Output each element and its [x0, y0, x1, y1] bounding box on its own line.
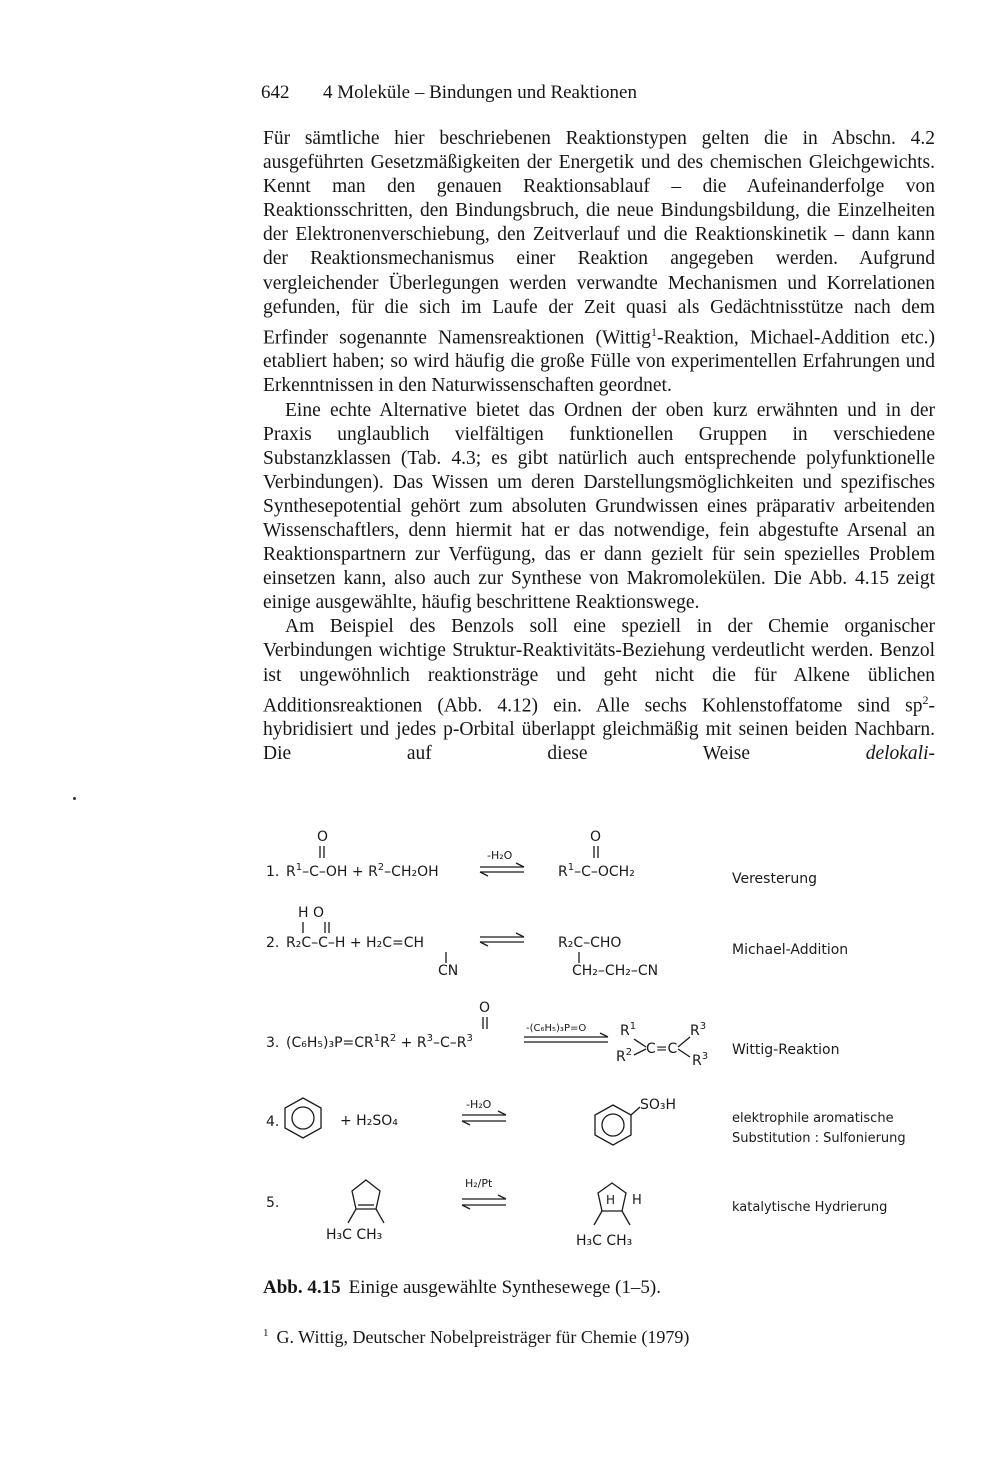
reaction-3 — [266, 1000, 839, 1069]
svg-text:O: O — [590, 829, 602, 845]
svg-text:H: H — [606, 1193, 616, 1207]
superscript: 2 — [922, 692, 929, 707]
footnote — [263, 1327, 689, 1348]
svg-text:CH₂–CH₂–CN: CH₂–CH₂–CN — [572, 963, 659, 979]
running-title: 4 Moleküle – Bindungen und Reaktionen — [323, 82, 637, 103]
reagent: H₂/Pt — [465, 1177, 493, 1190]
page-number: 642 — [261, 82, 290, 103]
reagent: -H₂O — [487, 849, 513, 862]
figure-reactions — [258, 825, 958, 1265]
paragraph-1 — [263, 127, 935, 399]
reaction-number: 4. — [266, 1114, 280, 1130]
footnote-ref: 1 — [651, 324, 658, 339]
figure-caption — [263, 1277, 661, 1299]
svg-text:R1: $R^1$ — [620, 1021, 637, 1039]
reaction-label: katalytische Hydrierung — [732, 1200, 888, 1215]
svg-text:SO₃H: SO₃H — [640, 1097, 677, 1113]
svg-text:+ H₂SO₄: + H₂SO₄ — [340, 1113, 398, 1129]
svg-text:(C₆H₅)₃P=CR1R2 + R3–C–R3: $(C_6H_5)_3P=CR^1R^2 + R^3-C-R^3$ — [286, 1033, 473, 1051]
benzene-ring — [285, 1098, 321, 1138]
reagent: -H₂O — [466, 1098, 492, 1111]
footnote-text: G. Wittig, Deutscher Nobelpreisträger für Chemie (1979) — [276, 1327, 690, 1347]
p3-italic: delokali- — [865, 743, 935, 765]
reaction-label: elektrophile aromatische — [732, 1111, 894, 1126]
svg-text:R3: $R^3$ — [690, 1021, 707, 1039]
reaction-4 — [266, 1097, 906, 1146]
reaction-number: 1. — [266, 864, 280, 880]
caption-label: Abb. 4.15 — [263, 1277, 341, 1298]
paragraph-3 — [263, 615, 935, 766]
footnote-mark: 1 — [263, 1327, 269, 1339]
svg-text:C=C: C=C — [646, 1041, 678, 1057]
reaction-number: 3. — [266, 1035, 280, 1051]
reaction-number: 2. — [266, 935, 280, 951]
scan-speck — [73, 797, 76, 800]
reaction-label: Michael-Addition — [732, 942, 849, 958]
svg-text:H: H — [632, 1193, 642, 1208]
svg-text:R2: $R^2$ — [616, 1047, 633, 1065]
svg-text:H₃C CH₃: H₃C CH₃ — [326, 1227, 383, 1243]
svg-text:O: O — [317, 829, 329, 845]
svg-text:R₂C–C–H + H₂C=CH: R₂C–C–H + H₂C=CH — [286, 935, 424, 951]
svg-text:CN: CN — [438, 963, 459, 979]
body-text — [263, 127, 935, 766]
svg-text:R₂C–CHO: R₂C–CHO — [558, 935, 622, 951]
p3-text-a: Am Beispiel des Benzols soll eine speziell in der Chemie organischer Verbindungen wichtige Struktur-Reaktivitäts-Beziehung verdeutlicht werden. Benzol ist ungewöhnlich reaktionsträge und geht nicht die für Alkene üblichen Additionsreaktionen (Abb. 4.12) ein. Alle sechs Kohlenstoffatome sind sp — [263, 616, 935, 717]
svg-text:O: O — [479, 1000, 491, 1016]
cyclopentane-product — [594, 1183, 642, 1225]
svg-text:H₃C CH₃: H₃C CH₃ — [576, 1233, 633, 1249]
svg-text:H O: H O — [298, 905, 324, 921]
reagent: -(C₆H₅)₃P=O — [526, 1023, 587, 1034]
reaction-number: 5. — [266, 1195, 280, 1211]
p1-text-a: Für sämtliche hier beschriebenen Reaktionstypen gelten die in Abschn. 4.2 ausgeführten Gesetzmäßigkeiten der Energetik und des chemischen Gleichgewichts. Kennt man den genauen Reaktionsablauf – die Aufeinanderfolge von Reaktionsschritten, den Bindungsbruch, die neue Bindungsbildung, die Einzelheiten der Elektronenverschiebung, den Zeitverlauf und die Reaktionskinetik – dann kann der Reaktionsmechanismus einer Reaktion angegeben werden. Aufgrund vergleichender Überlegungen werden verwandte Mechanismen und Korrelationen gefunden, für die sich im Laufe der Zeit quasi als Gedächtnisstütze nach dem Erfinder sogenannte Namensreaktionen (Wittig — [263, 128, 935, 349]
cyclopentene-ring — [348, 1180, 384, 1223]
reaction-label-2: Substitution : Sulfonierung — [732, 1131, 906, 1146]
reaction-2 — [266, 905, 848, 979]
reaction-label: Veresterung — [732, 871, 817, 887]
caption-text: Einige ausgewählte Synthesewege (1–5). — [348, 1277, 661, 1298]
paragraph-2: Eine echte Alternative bietet das Ordnen der oben kurz erwähnten und in der Praxis unglaublich vielfältigen funktionellen Gruppen in verschiedene Substanzklassen (Tab. 4.3; es gibt natürlich auch entsprechende polyfunktionelle Verbindungen). Das Wissen um deren Darstellungsmöglichkeiten und spezifisches Synthesepotential gehört zum absoluten Grundwissen eines präparativ arbeitenden Wissenschaftlers, denn hiermit hat er das notwendige, fein abgestufte Arsenal an Reaktionspartnern zur Verfügung, das er dann gezielt für sein spezielles Problem einsetzen kann, also auch zur Synthese von Makromolekülen. Die Abb. 4.15 zeigt einige ausgewählte, häufig beschrittene Reaktionswege. — [263, 399, 935, 614]
p3-text-b: -hybridisiert und jedes p-Orbital überlappt gleichmäßig mit seinen beiden Nachbarn. Die auf diese Weise — [263, 695, 935, 765]
reaction-5 — [266, 1177, 887, 1249]
running-header — [261, 82, 637, 104]
benzenesulfonic-acid — [595, 1097, 676, 1145]
svg-text:R1–C–OH + R2–CH₂OH: $R^1-C-OH + R^2-CH_2OH$ — [286, 862, 439, 880]
reaction-label: Wittig-Reaktion — [732, 1042, 840, 1058]
svg-text:R1–C–OCH₂: $R^1-C$–OCH₂ — [558, 862, 635, 880]
svg-text:R3: $R^3$ — [692, 1051, 709, 1069]
reaction-1 — [266, 829, 817, 887]
p1-text-b: -Reaktion, Michael-Addition etc.) etabliert haben; so wird häufig die große Fülle von experimentellen Erfahrungen und Erkenntnissen in den Naturwissenschaften geordnet. — [263, 327, 935, 397]
